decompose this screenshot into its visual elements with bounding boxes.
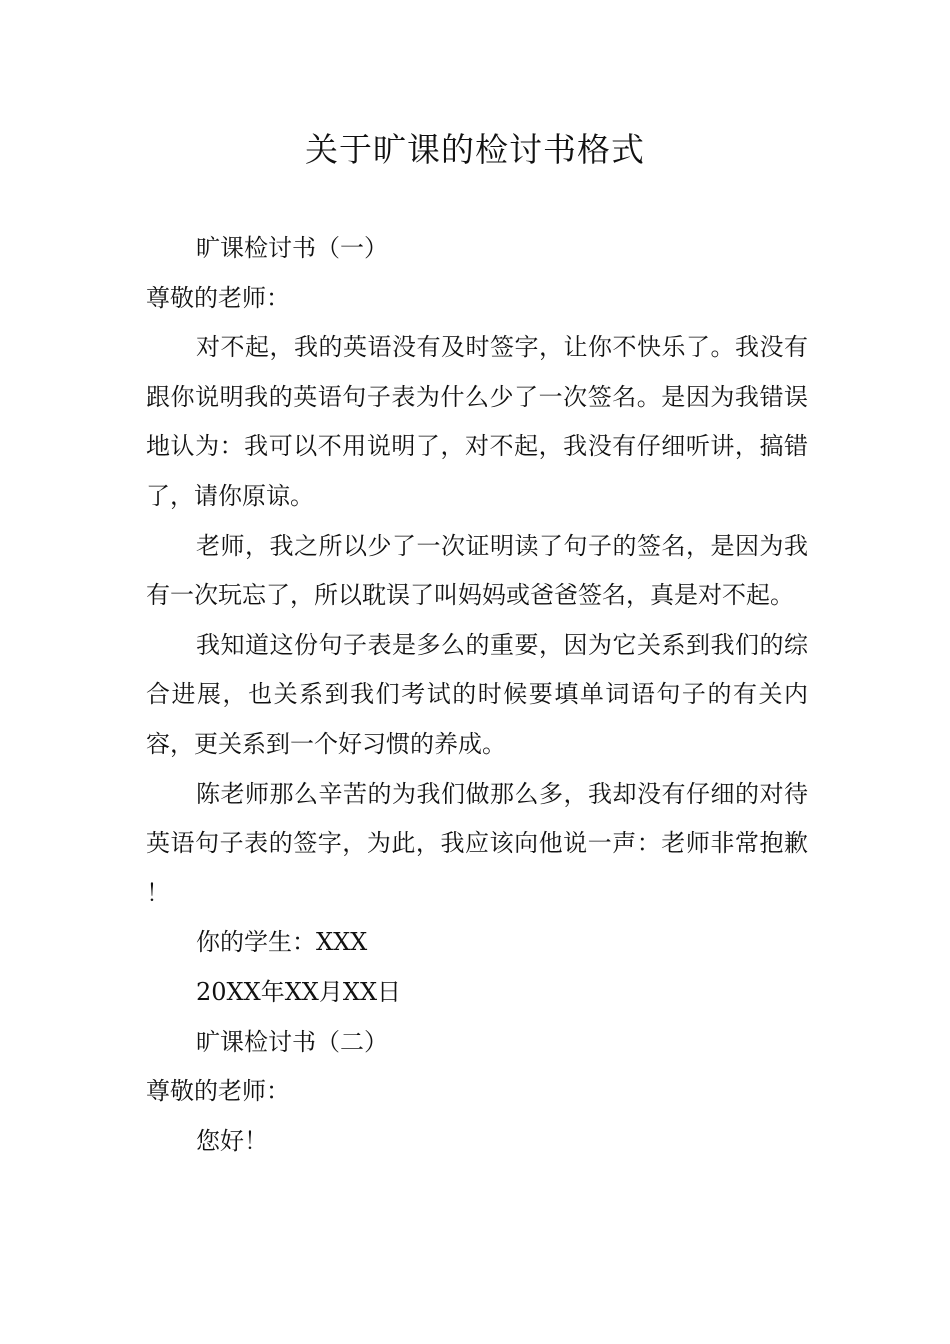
salutation-1: 尊敬的老师：: [146, 283, 290, 312]
document-body: [146, 224, 808, 1166]
salutation-2: 尊敬的老师：: [146, 1077, 290, 1106]
section-heading-1: 旷课检讨书（一）: [196, 234, 388, 262]
paragraph-4: 陈老师那么辛苦的为我们做那么多，我却没有仔细的对待英语句子表的签字，为此，我应该向他说一声：老师非常抱歉 ！: [146, 779, 808, 907]
paragraph-3: 我知道这份句子表是多么的重要，因为它关系到我们的综合进展，也关系到我们考试的时候要填单词语句子的有关内容，更关系到一个好习惯的养成。: [146, 630, 808, 758]
greeting-line: 您好！: [196, 1126, 268, 1155]
document-title: 关于旷课的检讨书格式: [305, 130, 645, 169]
paragraph-1: 对不起，我的英语没有及时签字，让你不快乐了。我没有跟你说明我的英语句子表为什么少了一次签名。是因为我错误地认为：我可以不用说明了，对不起，我没有仔细听讲，搞错了，请你原谅。: [146, 333, 808, 510]
signature-line: 你的学生：XXX: [196, 928, 368, 957]
date-line: 20XX年XX月XX日: [196, 977, 402, 1006]
section-heading-2: 旷课检讨书（二）: [196, 1027, 388, 1056]
paragraph-2: 老师，我之所以少了一次证明读了句子的签名，是因为我有一次玩忘了，所以耽误了叫妈妈或爸爸签名，真是对不起。: [146, 531, 808, 610]
